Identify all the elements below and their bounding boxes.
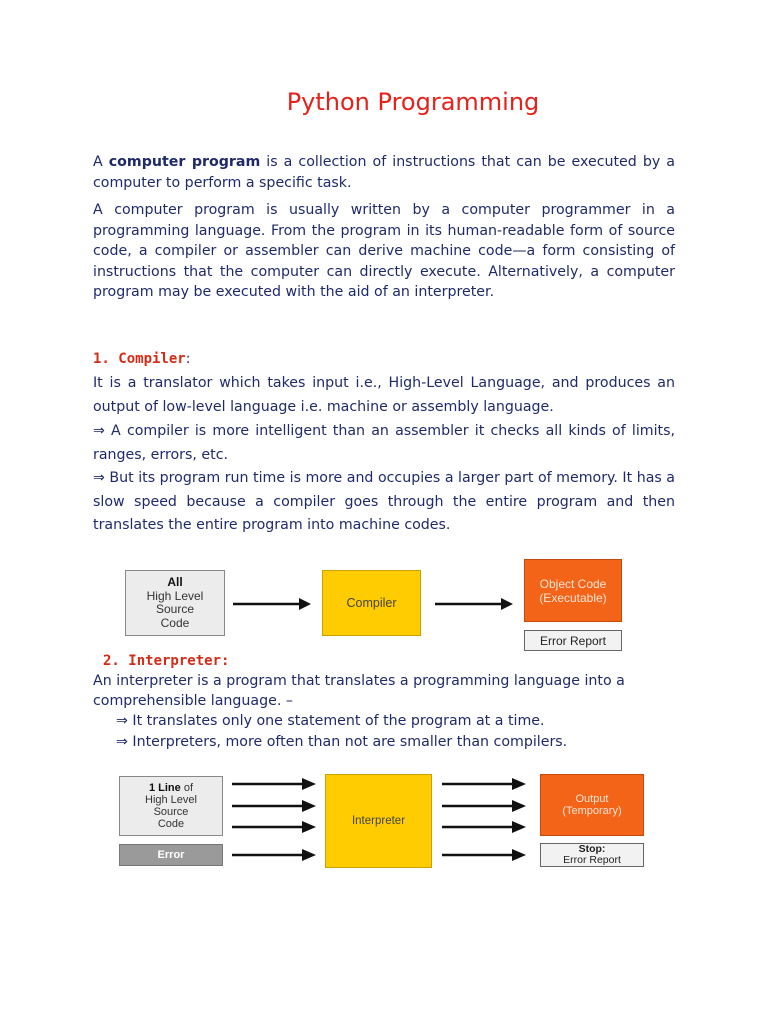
- interpreter-box-label: Interpreter: [351, 815, 406, 827]
- interpreter-box: [325, 774, 432, 868]
- interpreter-source-of: of: [180, 782, 194, 794]
- compiler-heading: [93, 351, 190, 367]
- compiler-error-report-box: [524, 630, 622, 651]
- interpreter-line-2: ⇒ It translates only one statement of the program at a time.: [116, 713, 545, 729]
- compiler-source-box: [125, 570, 225, 636]
- stop-error-report-box: [540, 843, 644, 867]
- compiler-box: [322, 570, 421, 636]
- compiler-line-3: ⇒ But its program run time is more and occupies a larger part of memory. It has a slow speed because a compiler goes through the entire program and then translates the entire program into machine codes.: [93, 470, 675, 533]
- interpreter-source-text: High Level Source Code: [145, 794, 197, 830]
- compiler-line-2: ⇒ A compiler is more intelligent than an assembler it checks all kinds of limits, ranges, errors, etc.: [93, 423, 675, 463]
- interpreter-arrows-left: [232, 776, 318, 864]
- compiler-error-report-label: Error Report: [539, 633, 607, 648]
- compiler-box-label: Compiler: [346, 596, 397, 610]
- intro-paragraph-1: [93, 152, 675, 193]
- intro-bold-term: computer program: [108, 154, 261, 170]
- compiler-heading-text: 1. Compiler: [93, 351, 186, 367]
- stop-error-report-label: Error Report: [563, 854, 621, 866]
- object-code-box: [524, 559, 622, 622]
- compiler-source-text: High Level Source Code: [146, 588, 204, 630]
- page-title: Python Programming: [286, 88, 540, 116]
- object-code-label: Object Code (Executable): [539, 576, 607, 605]
- output-label: Output (Temporary): [562, 793, 622, 817]
- interpreter-error-box: [119, 844, 223, 866]
- interpreter-source-box: [119, 776, 223, 836]
- output-box: [540, 774, 644, 836]
- compiler-arrow-2: [435, 597, 515, 611]
- interpreter-line-1: An interpreter is a program that translates a programming language into a comprehensible language. –: [93, 673, 625, 709]
- compiler-source-bold: All: [167, 575, 183, 589]
- compiler-arrow-1: [233, 597, 313, 611]
- compiler-line-1: It is a translator which takes input i.e., High-Level Language, and produces an output of low-level language i.e. machine or assembly language.: [93, 375, 675, 415]
- intro-prefix: A: [93, 154, 103, 170]
- intro-rest: is a collection of instructions that can be executed by a computer to perform a specific task.: [93, 154, 675, 191]
- intro-paragraph-2: A computer program is usually written by a computer programmer in a programming language. From the program in its human-readable form of source code, a compiler or assembler can derive machine code—a form consisting of instructions that the computer can directly execute. Alternatively, a computer program may be executed with the aid of an interpreter.: [93, 202, 675, 300]
- interpreter-error-label: Error: [157, 849, 185, 861]
- compiler-heading-colon: :: [185, 351, 191, 367]
- interpreter-source-bold: 1 Line: [148, 782, 181, 794]
- interpreter-line-3: ⇒ Interpreters, more often than not are smaller than compilers.: [116, 734, 568, 750]
- stop-label: Stop:: [578, 843, 606, 855]
- interpreter-heading: 2. Interpreter:: [103, 653, 230, 669]
- interpreter-arrows-right: [442, 776, 528, 864]
